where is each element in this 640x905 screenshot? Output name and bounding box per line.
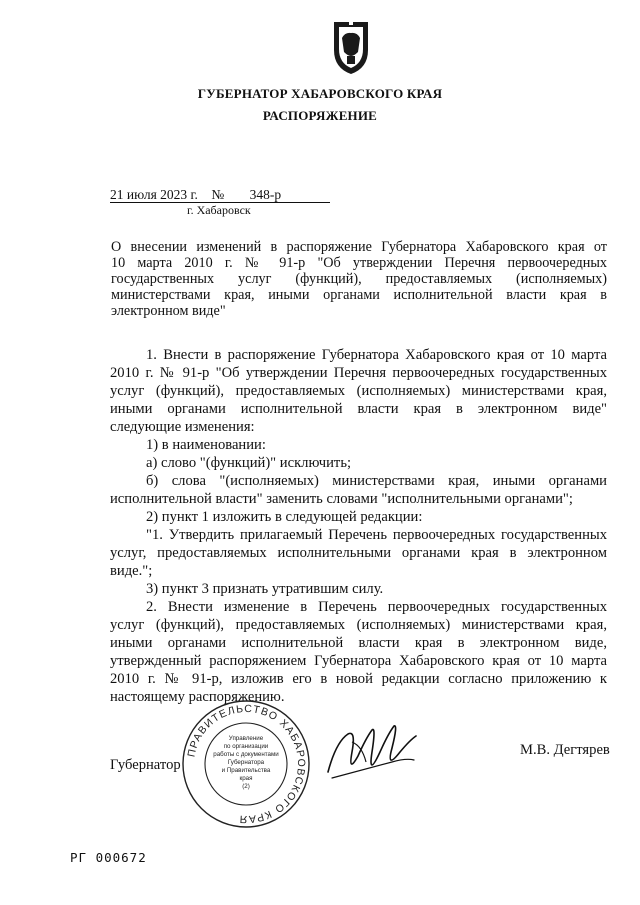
body-line: 1. Внести в распоряжение Губернатора Хабаровского края от 10 марта (146, 347, 607, 363)
svg-text:работы с документами: работы с документами (213, 751, 279, 758)
body-line: услуг, предоставляемых исполнительными органами края в электронном (110, 545, 607, 561)
number-label: № (211, 187, 225, 202)
subject-line: министерствами края, иными органами исполнительной власти края в (111, 287, 607, 303)
body-line: б) слова "(исполняемых) министерствами края, иными органами (146, 473, 607, 489)
coat-of-arms-emblem (330, 16, 372, 76)
body-line: "1. Утвердить прилагаемый Перечень первоочередных государственных (146, 527, 607, 543)
body-line: исполнительной власти" заменить словами "исполнительными органами"; (110, 491, 573, 507)
subject-line: электронном виде" (111, 303, 226, 319)
body-line: виде."; (110, 563, 153, 579)
svg-text:края: края (239, 775, 253, 782)
svg-text:(2): (2) (242, 783, 250, 790)
body-line: 2010 г. № 91-р, изложив его в новой редакции согласно приложению к (110, 671, 607, 687)
svg-text:Управление: Управление (228, 735, 264, 742)
city: г. Хабаровск (187, 203, 251, 217)
body-line: 2. Внести изменение в Перечень первоочередных государственных (146, 599, 607, 615)
document-date: 21 июля 2023 г. (110, 187, 198, 202)
body-line: услуг (функций), предоставляемых (исполняемых) министерствами края, (110, 617, 607, 633)
body-line: иными органами исполнительной власти края в электронном виде" (110, 401, 607, 417)
body-line: утвержденный распоряжением Губернатора Хабаровского края от 10 марта (110, 653, 607, 669)
body-line: 2010 г. № 91-р "Об утверждении Перечня первоочередных государственных (110, 365, 607, 381)
body-line: 2) пункт 1 изложить в следующей редакции: (146, 509, 423, 525)
subject-line: 10 марта 2010 г. № 91-р "Об утверждении Перечня первоочередных (111, 255, 607, 271)
svg-text:по организации: по организации (223, 743, 269, 750)
subject-line: государственных услуг (функций), предоставляемых (исполняемых) (111, 271, 607, 287)
body-line: 1) в наименовании: (146, 437, 266, 453)
svg-text:ПРАВИТЕЛЬСТВО ХАБАРОВСКОГО КРА: ПРАВИТЕЛЬСТВО ХАБАРОВСКОГО КРАЯ (185, 702, 308, 826)
form-serial-number: РГ 000672 (70, 850, 147, 865)
issuer-title: ГУБЕРНАТОР ХАБАРОВСКОГО КРАЯ (197, 86, 443, 101)
signatory-name: М.В. Дегтярев (520, 742, 610, 758)
body-line: настоящему распоряжению. (110, 689, 285, 705)
body-line: иными органами исполнительной власти края в электронном виде, (110, 635, 607, 651)
body-line: следующие изменения: (110, 419, 255, 435)
svg-text:Губернатора: Губернатора (227, 759, 265, 766)
handwritten-signature (322, 712, 422, 792)
body-line: услуг (функций), предоставляемых (исполняемых) министерствами края, (110, 383, 607, 399)
date-number-row (110, 187, 330, 201)
body-line: а) слово "(функций)" исключить; (146, 455, 352, 471)
document-type: РАСПОРЯЖЕНИЕ (262, 108, 378, 123)
subject-line: О внесении изменений в распоряжение Губернатора Хабаровского края от (111, 239, 607, 255)
body-line: 3) пункт 3 признать утратившим силу. (146, 581, 384, 597)
document-number: 348-р (249, 187, 282, 202)
official-stamp (180, 698, 312, 830)
svg-text:и Правительства: и Правительства (221, 767, 271, 774)
signatory-position: Губернатор (110, 757, 181, 773)
